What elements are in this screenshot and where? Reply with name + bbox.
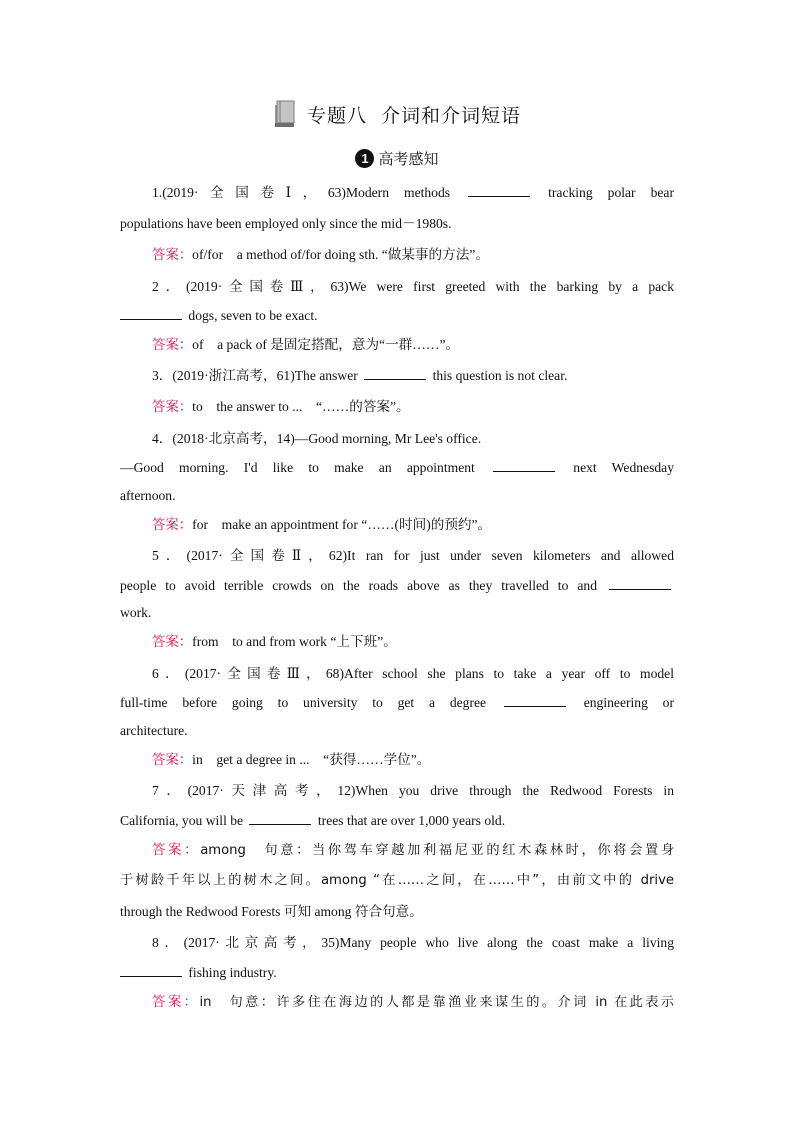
answer-label: 答案： [152,518,193,533]
answer-blank [249,812,311,825]
answer-2 [152,334,674,357]
book-icon [273,99,297,129]
answer-label: 答案： [152,753,193,768]
answer-blank [493,459,555,472]
answer-blank [468,184,530,197]
answer-7-line-3: through the Redwood Forests 可知 among 符合句意。 [120,904,423,919]
q6-text-a: full-time before going to university to get a degree [120,695,487,710]
q5-text: people to avoid terrible crowds on the roads above as they travelled to and [120,578,597,593]
question-1-line-1 [152,182,674,204]
answer-label: 答案： [152,400,193,415]
answer-3 [152,396,674,419]
answer-7-line-1 [152,839,674,862]
answer-blank [364,367,426,380]
title-part2: 介词和介词短语 [381,104,522,127]
question-6-line-1: 6．(2017·全国卷Ⅲ，68)After school she plans to take a year off to model [152,666,674,681]
q6-text-b: engineering or [583,695,674,710]
question-7-line-2 [120,810,674,832]
answer-8 [152,991,674,1014]
q3-text-b: this question is not clear. [432,368,568,383]
answer-label: 答案： [152,635,193,650]
question-3 [152,365,674,387]
answer-text: in get a degree in ... “获得……学位”。 [192,752,431,767]
question-8-line-1: 8．(2017·北京高考，35)Many people who live along the coast make a living [152,935,674,950]
answer-5 [152,631,674,654]
page-title [0,96,794,132]
q7-text-a: California, you will be [120,813,244,828]
q1-text-a: 1.(2019·全国卷Ⅰ，63)Modern methods [152,185,451,200]
question-5-line-1: 5．(2017·全国卷Ⅱ，62)It ran for just under seven kilometers and allowed [152,548,674,563]
answer-text: among 句意：当你驾车穿越加利福尼亚的红木森林时，你将会置身 [200,843,675,858]
question-7-line-1: 7．(2017·天津高考，12)When you drive through the Redwood Forests in [152,783,674,798]
q1-text-b: tracking polar bear [548,185,674,200]
question-2-line-1: 2．(2019·全国卷Ⅲ，63)We were first greeted with the barking by a pack [152,279,674,294]
q4-text-b: next Wednesday [573,460,674,475]
answer-7-line-2: 于树龄千年以上的树木之间。among “在……之间，在……中”，由前文中的 drive [120,873,674,888]
question-5-line-3: work. [120,605,152,620]
title-part1: 专题八 [306,104,367,127]
answer-1 [152,244,674,267]
q8-text: fishing industry. [188,965,277,980]
question-2-line-2 [120,305,674,327]
answer-text: of/for a method of/for doing sth. “做某事的方法”。 [192,247,489,262]
q7-text-b: trees that are over 1,000 years old. [317,813,506,828]
answer-text: for make an appointment for “……(时间)的预约”。 [192,517,492,532]
title-text [307,101,521,128]
answer-text: from to and from work “上下班”。 [192,634,397,649]
answer-text: in 句意：许多住在海边的人都是靠渔业来谋生的。介词 in 在此表示 [199,995,674,1010]
question-4-line-3: afternoon. [120,488,176,503]
question-4-line-2 [120,457,674,479]
question-4-line-1: 4．(2018·北京高考，14)—Good morning, Mr Lee's office. [152,431,482,446]
answer-blank [504,694,566,707]
answer-label: 答案： [152,248,193,263]
section-label: 高考感知 [378,149,439,168]
answer-label: 答案： [152,995,200,1010]
answer-6 [152,749,674,772]
q2-text: dogs, seven to be exact. [188,308,318,323]
q3-text-a: 3．(2019·浙江高考，61)The answer [152,368,358,383]
question-6-line-2 [120,692,674,714]
section-number-badge: 1 [355,149,374,168]
answer-blank [609,577,671,590]
answer-4 [152,514,674,537]
answer-blank [120,964,182,977]
answer-text: to the answer to ... “……的答案”。 [192,399,410,414]
answer-blank [120,307,182,320]
question-1-line-2: populations have been employed only since the mid－1980s. [120,216,452,231]
section-heading [0,146,794,170]
q4-text-a: —Good morning. I'd like to make an appointment [120,460,475,475]
answer-label: 答案： [152,843,201,858]
question-6-line-3: architecture. [120,723,188,738]
answer-text: of a pack of 是固定搭配，意为“一群……”。 [192,337,460,352]
answer-label: 答案： [152,338,193,353]
question-8-line-2 [120,962,674,984]
question-5-line-2 [120,575,674,597]
